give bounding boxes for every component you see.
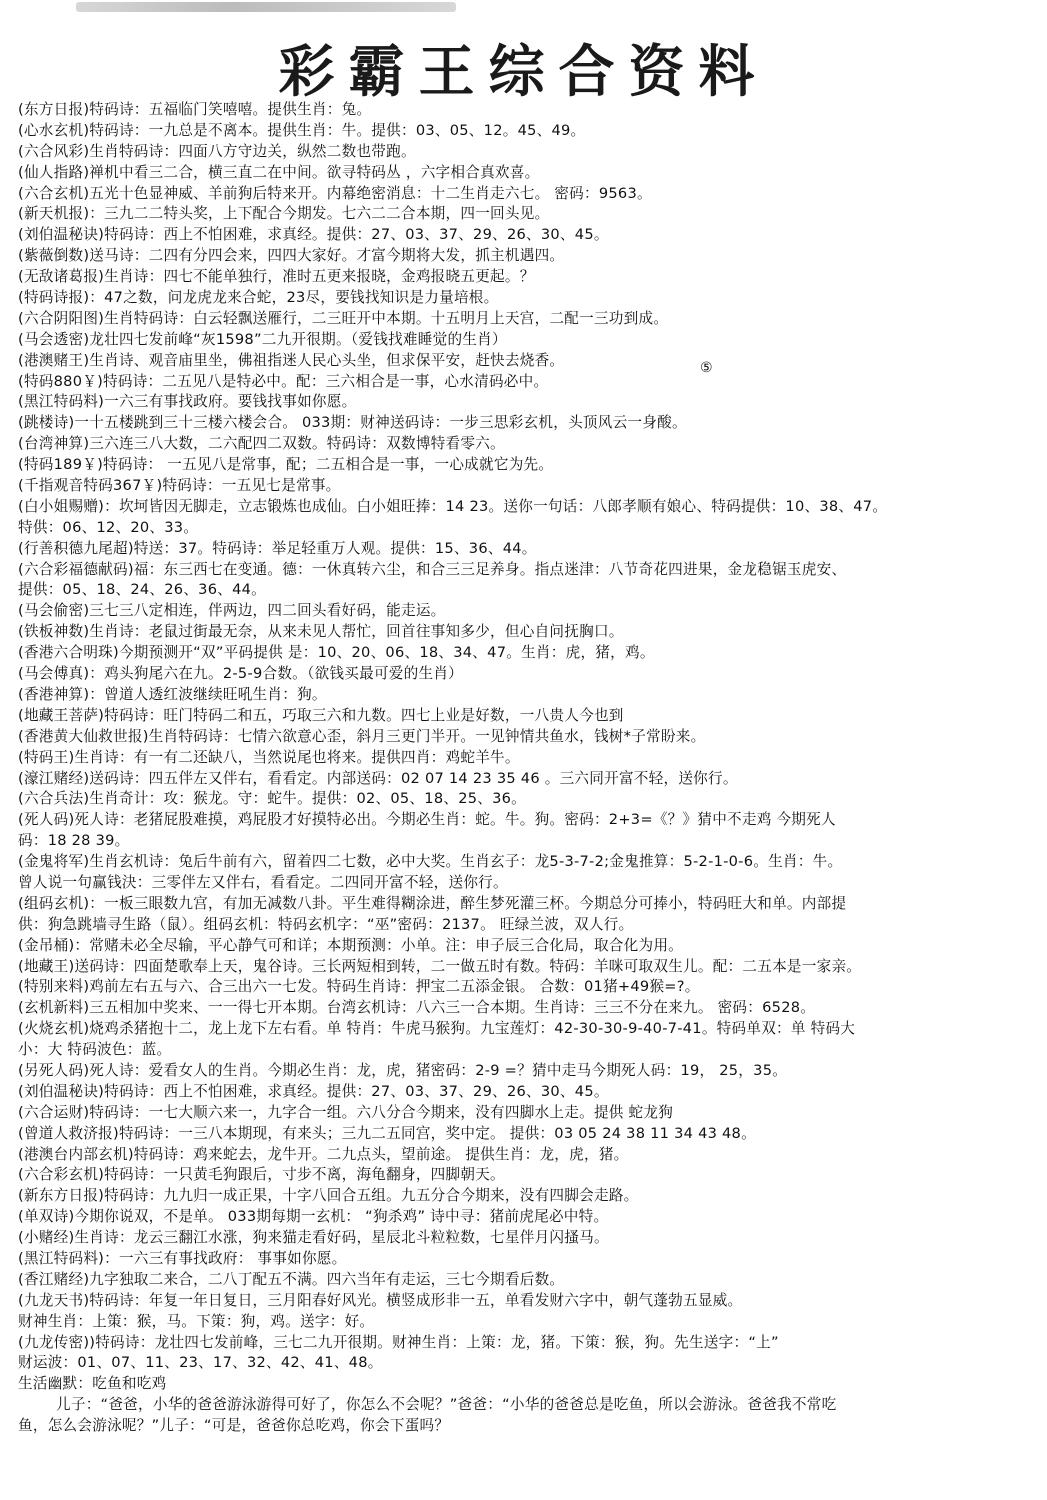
text-line: (港澳台内部玄机)特码诗：鸡来蛇去，龙牛开。二九点头，望前途。 提供生肖：龙，虎，猪。 [18, 1145, 629, 1163]
text-line: 供：狗急跳墙寻生路（鼠）。组码玄机：特码玄机字：“巫”密码：2137。 旺绿兰波，双人行。 [18, 915, 634, 933]
text-line: 财神生肖：上策：猴，马。下策：狗，鸡。送字：好。 [18, 1312, 375, 1330]
text-line: (六合玄机)五光十色显神威、羊前狗后特来开。内幕绝密消息：十二生肖走六七。 密码：9563。 [18, 184, 652, 202]
text-line: (新天机报)：三九二二特头奖，上下配合今期发。七六二二合本期，四一回头见。 [18, 205, 550, 223]
text-line: (千指观音特码367￥)特码诗：一五见七是常事。 [18, 477, 341, 495]
text-line: (小赌经)生肖诗：龙云三翻江水涨，狗来猫走看好码，星辰北斗粒粒数，七星伴月闪搔马。 [18, 1229, 609, 1247]
text-line: (特码189￥)特码诗： 一五见八是常事，配；二五相合是一事，一心成就它为先。 [18, 456, 554, 474]
text-line: (单双诗)今期你说双，不是单。 033期每期一玄机： “狗杀鸡” 诗中寻：猪前虎尾必中特。 [18, 1208, 609, 1226]
text-line: (紫薇倒数)送马诗：二四有分四会来，四四大家好。才富今期将大发，抓主机遇四。 [18, 247, 565, 265]
text-line: (金鬼将军)生肖玄机诗：兔后牛前有六，留着四二七数，必中大奖。生肖玄子：龙5-3-7-2;金鬼推算：5-2-1-0-6。生肖：牛。 [18, 853, 843, 871]
text-line: (新东方日报)特码诗：九九归一成正果，十字八回合五组。九五分合今期来，没有四脚会走路。 [18, 1187, 639, 1205]
text-line: (刘伯温秘诀)特码诗：西上不怕困难，求真经。提供：27、03、37、29、26、30、45。 [18, 1082, 609, 1100]
text-line: (地藏王菩萨)特码诗：旺门特码二和五，巧取三六和九数。四七上业是好数，一八贵人今也到 [18, 706, 624, 724]
text-line: (九龙天书)特码诗：年复一年日复日，三月阳春好风光。横竖成形非一五，单看发财六字中，朝气蓬勃五显威。 [18, 1291, 743, 1309]
text-line: 特供：06、12、20、33。 [18, 518, 199, 536]
text-line: (金吊桶)：常赌未必全尽输，平心静气可和详；本期预测：小单。注：申子辰三合化局，取合化为用。 [18, 936, 684, 954]
text-line: (马会偷密)三七三八定相连，伴两边，四二回头看好码，能走运。 [18, 602, 446, 620]
text-line: (铁板神数)生肖诗：老鼠过街最无奈，从来未见人帮忙，回首往事知多少，但心自问抚胸口。 [18, 623, 624, 641]
text-line: (香港黄大仙救世报)生肖特码诗：七情六欲意心歪，斜月三更门半开。一见钟情共鱼水，钱树*子常盼来。 [18, 727, 706, 745]
text-line: (六合阴阳图)生肖特码诗：白云轻飘送雁行，二三旺开中本期。十五明月上天宫，二配一三功到成。 [18, 309, 669, 327]
text-line: (特码880￥)特码诗：二五见八是特必中。配：三六相合是一事，心水清码必中。 [18, 372, 549, 390]
page-title: 彩霸王综合资料 [278, 39, 769, 105]
text-line: (东方日报)特码诗：五福临门笑嘻嘻。提供生肖：兔。 [18, 101, 372, 118]
text-line: (组码玄机)：一板三眼数九宫，有加无减数八卦。平生难得糊涂进，醉生梦死灌三杯。今期总分可捧小，特码旺大和单。内部提 [18, 894, 847, 912]
text-line: (特别来料)鸡前左右五与六、合三出六一七发。特码生肖诗：押宝二五添金银。 合数：01猪+49猴=?。 [18, 978, 700, 996]
text-line: (港澳赌王)生肖诗、观音庙里坐，佛祖指迷人民心头坐，但求保平安，赶快去烧香。 [18, 351, 565, 369]
text-line: 儿子：“爸爸，小华的爸爸游泳游得可好了，你怎么不会呢？”爸爸：“小华的爸爸总是吃鱼，所以会游泳。爸爸我不常吃 [56, 1396, 837, 1414]
text-line: (香港六合明珠)今期预测开“双”平码提供 是：10、20、06、18、34、47。生肖：虎，猪，鸡。 [18, 644, 655, 662]
text-line: (仙人指路)禅机中看三二合，横三直二在中间。欲寻特码丛 ，六字相合真欢喜。 [18, 163, 540, 181]
text-line: (六合彩福德献码)福：东三西七在变通。德：一休真转六尘，和合三三足养身。指点迷津：八节奇花四进果，金龙稳锯玉虎安、 [18, 560, 847, 578]
text-line: (特码王)生肖诗：有一有二还缺八，当然说尾也将来。提供四肖：鸡蛇羊牛。 [18, 748, 520, 766]
text-line: (六合风彩)生肖特码诗：四面八方守边关，纵然二数也带跑。 [18, 142, 416, 160]
text-line: (地藏王)送码诗：四面楚歌奉上天，鬼谷诗。三长两短相到转，二一做五时有数。特码：羊咪可取双生儿。配：二五本是一家亲。 [18, 957, 862, 975]
text-line: 小：大 特码波色：蓝。 [18, 1041, 172, 1059]
text-line: (特码诗报)：47之数，问龙虎龙来合蛇，23尽，要钱找知识是力量培根。 [18, 289, 499, 307]
text-line: 鱼，怎么会游泳呢？”儿子：“可是，爸爸你总吃鸡，你会下蛋吗？ [18, 1417, 450, 1435]
text-line: (行善积德九尾超)特送：37。特码诗：举足轻重万人观。提供：15、36、44。 [18, 539, 537, 557]
scan-header-strip [76, 2, 456, 12]
text-line: (心水玄机)特码诗：一九总是不离本。提供生肖：牛。提供：03、05、12。45、49。 [18, 121, 586, 139]
text-line: (刘伯温秘诀)特码诗：西上不怕困难，求真经。提供：27、03、37、29、26、30、45。 [18, 226, 609, 244]
text-line: (死人码)死人诗：老猪屁股难摸，鸡屁股才好摸特必出。今期必生肖：蛇。牛。狗。密码：2+3=《？》猜中不走鸡 今期死人 [18, 811, 836, 829]
text-line: (黑江特码料)：一六三有事找政府： 事事如你愿。 [18, 1249, 347, 1267]
text-line: 生活幽默：吃鱼和吃鸡 [18, 1375, 167, 1393]
text-line: (香港神算)：曾道人透红波继续旺吼生肖：狗。 [18, 685, 327, 703]
content-body [18, 100, 1033, 1437]
text-line: (马会透密)龙壮四七发前峰“灰1598”二九开很期。（爱钱找难睡觉的生肖） [18, 330, 507, 348]
text-line: (曾道人救济报)特码诗：一三八本期现，有来头；三九二五同宫，奖中定。 提供：03 05 24 38 11 34 43 48。 [18, 1124, 756, 1142]
text-line: (白小姐赐赠)：坎坷皆因无脚走，立志锻炼也成仙。白小姐旺捧：14 23。送你一句话：八郎孝顺有娘心、特码提供：10、38、47。 [18, 497, 888, 515]
circled-number-mark: ⑤ [700, 360, 713, 376]
text-line: (六合兵法)生肖奇计：攻：猴龙。守：蛇牛。提供：02、05、18、25、36。 [18, 790, 527, 808]
text-line: (六合彩玄机)特码诗：一只黄毛狗跟后，寸步不离，海龟翻身，四脚朝天。 [18, 1166, 505, 1184]
text-line: (香江赌经)九字独取二来合，二八丁配五不满。四六当年有走运，三七今期看后数。 [18, 1270, 565, 1288]
text-line: (台湾神算)三六连三八大数，二六配四二双数。特码诗：双数博特看零六。 [18, 435, 505, 453]
text-line: (无敌诸葛报)生肖诗：四七不能单独行，准时五更来报晓，金鸡报晓五更起。？ [18, 268, 535, 286]
text-line: (马会傅真)：鸡头狗尾六在九。2-5-9合数。（欲钱买最可爱的生肖） [18, 665, 464, 683]
text-line: (另死人码)死人诗：爱看女人的生肖。今期必生肖：龙，虎，猪密码：2-9 =？猜中走马今期死人码：19， 25，35。 [18, 1061, 788, 1079]
text-line: (玄机新料)三五相加中奖来、一一得七开本期。台湾玄机诗：八六三一合本期。生肖诗：三三不分在来九。 密码：6528。 [18, 999, 816, 1017]
text-line: (跳楼诗)一十五楼跳到三十三楼六楼会合。 033期：财神送码诗：一步三思彩玄机，头顶风云一身酸。 [18, 414, 687, 432]
text-line: (濠江赌经)送码诗：四五伴左又伴右，看看定。内部送码：02 07 14 23 35 46 。三六同开富不轻，送你行。 [18, 769, 738, 787]
text-line: 财运波：01、07、11、23、17、32、42、41、48。 [18, 1354, 383, 1372]
text-line: (六合运财)特码诗：一七大顺六来一，九字合一组。六八分合今期来，没有四脚水上走。提供 蛇龙狗 [18, 1103, 674, 1121]
text-line: 码：18 28 39。 [18, 832, 130, 850]
text-line: 曾人说一句赢钱決：三零伴左又伴右，看看定。二四同开富不轻，送你行。 [18, 873, 508, 891]
text-line: 提供：05、18、24、26、36、44。 [18, 581, 267, 599]
text-line: (九龙传密))特码诗：龙壮四七发前峰，三七二九开很期。财神生肖：上策：龙，猪。下策：猴，狗。先生送字：“上” [18, 1333, 779, 1351]
text-line: (黑江特码料)一六三有事找政府。要钱找事如你愿。 [18, 393, 357, 411]
text-line: (火烧玄机)烧鸡杀猪抱十二，龙上龙下左右看。单 特肖：牛虎马猴狗。九宝莲灯：42-30-30-9-40-7-41。特码单双：单 特码大 [18, 1020, 856, 1038]
